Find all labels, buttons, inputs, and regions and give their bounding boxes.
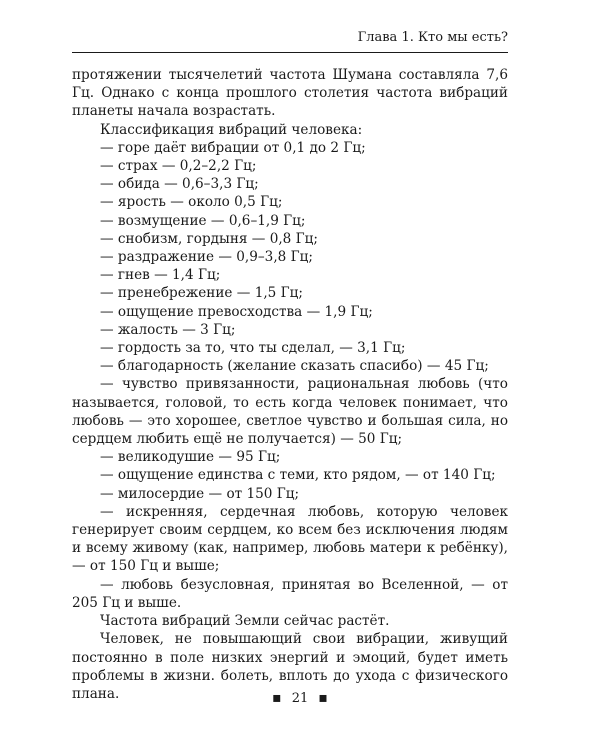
list-item: — гнев — 1,4 Гц; bbox=[100, 267, 221, 284]
list-item: — ощущение превосходства — 1,9 Гц; bbox=[100, 303, 373, 320]
list-item: — чувство привязанности, рациональная любовь (что называется, головой, то есть когда человек понимает, что любовь — это хорошее, светлое чувство и большая сила, но сердцем любить ещё не получается) — 50 Гц; bbox=[72, 376, 508, 448]
list-title: Классификация вибраций человека: bbox=[100, 121, 363, 138]
page-body bbox=[72, 66, 508, 703]
bullet-icon: ▪ bbox=[272, 690, 282, 706]
bullet-icon: ▪ bbox=[318, 690, 328, 706]
paragraph: протяжении тысячелетий частота Шумана составляла 7,6 Гц. Однако с конца прошлого столетия частота вибраций планеты начала возрастать. bbox=[72, 67, 508, 120]
list-item: — любовь безусловная, принятая во Вселенной, — от 205 Гц и выше. bbox=[72, 576, 508, 611]
list-item: — жалость — 3 Гц; bbox=[100, 321, 236, 338]
running-header: Глава 1. Кто мы есть? bbox=[357, 30, 508, 45]
list-item: — обида — 0,6–3,3 Гц; bbox=[100, 176, 259, 193]
list-item: — великодушие — 95 Гц; bbox=[100, 449, 281, 466]
paragraph: Человек, не повышающий свои вибрации, живущий постоянно в поле низких энергий и эмоций, будет иметь проблемы в жизни. болеть, вплоть до ухода с физического плана. bbox=[72, 631, 508, 702]
list-item: — милосердие — от 150 Гц; bbox=[100, 485, 300, 502]
list-item: — искренняя, сердечная любовь, которую человек генерирует своим сердцем, ко всем без исключения людям и всему живому (как, например, любовь матери к ребёнку), — от 150 Гц и выше; bbox=[72, 503, 508, 575]
page-footer bbox=[0, 690, 600, 706]
list-item: — раздражение — 0,9–3,8 Гц; bbox=[100, 249, 313, 266]
list-item: — пренебрежение — 1,5 Гц; bbox=[100, 285, 303, 302]
page-number: 21 bbox=[291, 691, 309, 706]
header-rule bbox=[72, 52, 508, 53]
list-item: — снобизм, гордыня — 0,8 Гц; bbox=[100, 230, 318, 247]
list-item: — ощущение единства с теми, кто рядом, — от 140 Гц; bbox=[100, 467, 496, 484]
list-item: — страх — 0,2–2,2 Гц; bbox=[100, 158, 257, 175]
list-item: — возмущение — 0,6–1,9 Гц; bbox=[100, 212, 306, 229]
list-item: — ярость — около 0,5 Гц; bbox=[100, 194, 283, 211]
paragraph: Частота вибраций Земли сейчас растёт. bbox=[100, 613, 390, 630]
list-item: — благодарность (желание сказать спасибо) — 45 Гц; bbox=[100, 358, 489, 375]
list-item: — гордость за то, что ты сделал, — 3,1 Гц; bbox=[100, 340, 406, 357]
list-item: — горе даёт вибрации от 0,1 до 2 Гц; bbox=[100, 139, 366, 156]
